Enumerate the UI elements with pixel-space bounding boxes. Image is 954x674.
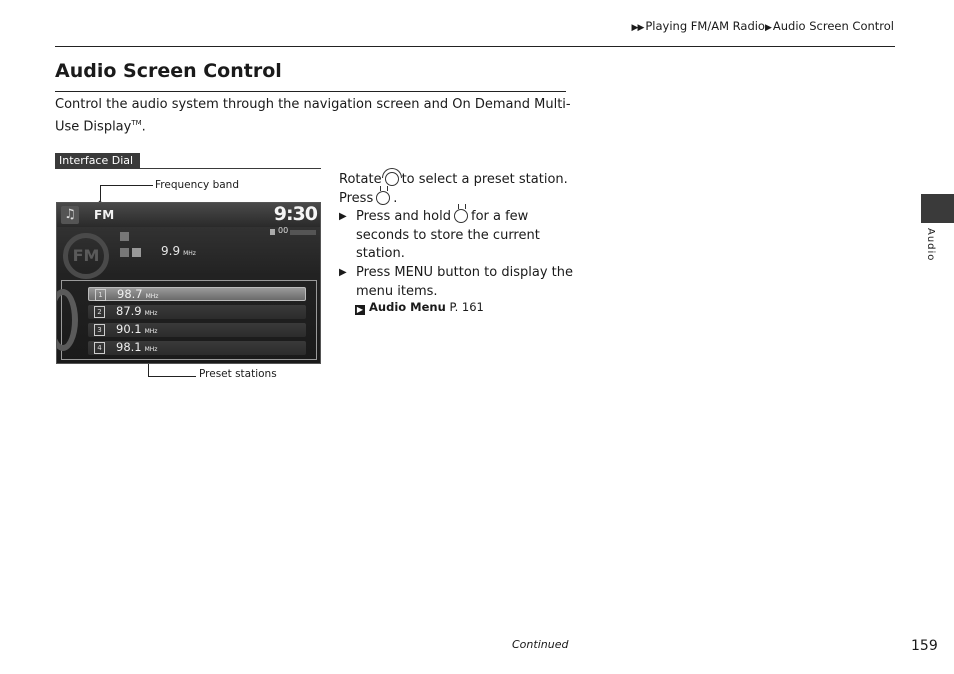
tag-underline <box>140 168 321 169</box>
page-title: Audio Screen Control <box>55 60 282 82</box>
intro-end: . <box>141 119 146 135</box>
preset-row[interactable] <box>88 287 306 301</box>
speaker-icon <box>270 229 275 235</box>
preset-frequency-unit: MHz <box>145 293 159 300</box>
section-label: Audio <box>925 228 936 262</box>
volume-value: 00 <box>278 226 289 235</box>
interface-dial-press-icon <box>376 191 390 205</box>
preset-frequency-value: 98.1 <box>116 340 142 354</box>
instruction-hold <box>356 208 576 264</box>
preset-number: 2 <box>94 306 105 318</box>
menu-text: Press <box>356 265 391 280</box>
cross-reference[interactable] <box>355 300 484 315</box>
callout-frequency-band: Frequency band <box>155 179 239 191</box>
preset-frequency <box>116 340 157 354</box>
preset-row[interactable] <box>88 341 306 355</box>
frequency-band: FM <box>94 208 115 222</box>
station-type-icon <box>120 248 129 257</box>
callout-preset-stations: Preset stations <box>199 368 277 380</box>
breadcrumb-item-fm-am[interactable]: Playing FM/AM Radio <box>645 19 765 33</box>
current-frequency <box>161 244 196 258</box>
xref-title[interactable]: Audio Menu <box>369 300 446 314</box>
breadcrumb-item-current: Audio Screen Control <box>772 19 894 33</box>
fm-logo-icon: FM <box>63 233 109 279</box>
rotate-text-end: to select a preset station. <box>401 172 568 187</box>
music-note-icon[interactable]: ♫ <box>61 206 79 224</box>
interface-dial-tag: Interface Dial <box>55 153 140 169</box>
preset-frequency-unit: MHz <box>144 346 158 353</box>
preset-frequency-value: 90.1 <box>116 322 142 336</box>
rotate-text: Rotate <box>339 172 382 187</box>
section-tab[interactable] <box>921 194 954 223</box>
clock: 9:30 <box>273 203 317 225</box>
intro-text: Control the audio system through the navigation screen and On Demand Multi-Use Display <box>55 97 571 135</box>
breadcrumb <box>632 19 894 33</box>
preset-indicator-icon <box>132 248 141 257</box>
preset-list <box>61 280 317 360</box>
volume-bar <box>290 230 316 235</box>
preset-frequency <box>116 322 157 336</box>
preset-number: 4 <box>94 342 105 354</box>
title-divider <box>55 91 566 92</box>
top-divider <box>55 46 895 47</box>
signal-icon <box>120 232 129 241</box>
current-frequency-unit: MHz <box>183 250 196 257</box>
intro-paragraph <box>55 95 575 136</box>
preset-frequency-value: 98.7 <box>117 287 143 301</box>
page-number: 159 <box>911 638 938 654</box>
hold-text-end: for a few seconds to store the current station. <box>356 209 540 261</box>
preset-row[interactable] <box>88 323 306 337</box>
preset-row[interactable] <box>88 305 306 319</box>
interface-dial-rotate-icon <box>385 172 399 186</box>
bullet-arrow-icon: ▶ <box>339 211 347 222</box>
interface-dial-press-icon <box>454 209 468 223</box>
reference-arrow-icon: ▶ <box>356 305 364 314</box>
preset-frequency-value: 87.9 <box>116 304 142 318</box>
hold-text: Press and hold <box>356 209 451 224</box>
audio-screen <box>56 202 321 364</box>
preset-frequency <box>117 287 158 301</box>
preset-number: 3 <box>94 324 105 336</box>
continued-note: Continued <box>512 638 569 651</box>
callout-line-presets-v <box>148 364 149 376</box>
callout-line-presets-h <box>148 376 196 377</box>
current-frequency-value: 9.9 <box>161 244 181 258</box>
preset-number: 1 <box>95 289 106 301</box>
press-text-end: . <box>393 191 398 206</box>
press-text: Press <box>339 191 374 206</box>
trademark-superscript: TM <box>131 119 142 127</box>
menu-text-end: button to display the menu items. <box>356 265 573 299</box>
preset-frequency <box>116 304 157 318</box>
menu-key-label: MENU <box>394 265 434 280</box>
volume-indicator <box>270 228 316 236</box>
breadcrumb-arrows-icon: ▶▶ <box>631 23 644 33</box>
breadcrumb-arrow-icon: ▶ <box>764 23 771 33</box>
callout-line-frequency-h <box>100 185 153 186</box>
dial-arc-icon <box>56 289 78 351</box>
preset-frequency-unit: MHz <box>144 310 158 317</box>
instruction-rotate <box>339 171 579 190</box>
instruction-menu <box>356 264 576 301</box>
bullet-arrow-icon: ▶ <box>339 267 347 278</box>
preset-frequency-unit: MHz <box>144 328 158 335</box>
xref-page[interactable]: P. 161 <box>449 300 484 314</box>
